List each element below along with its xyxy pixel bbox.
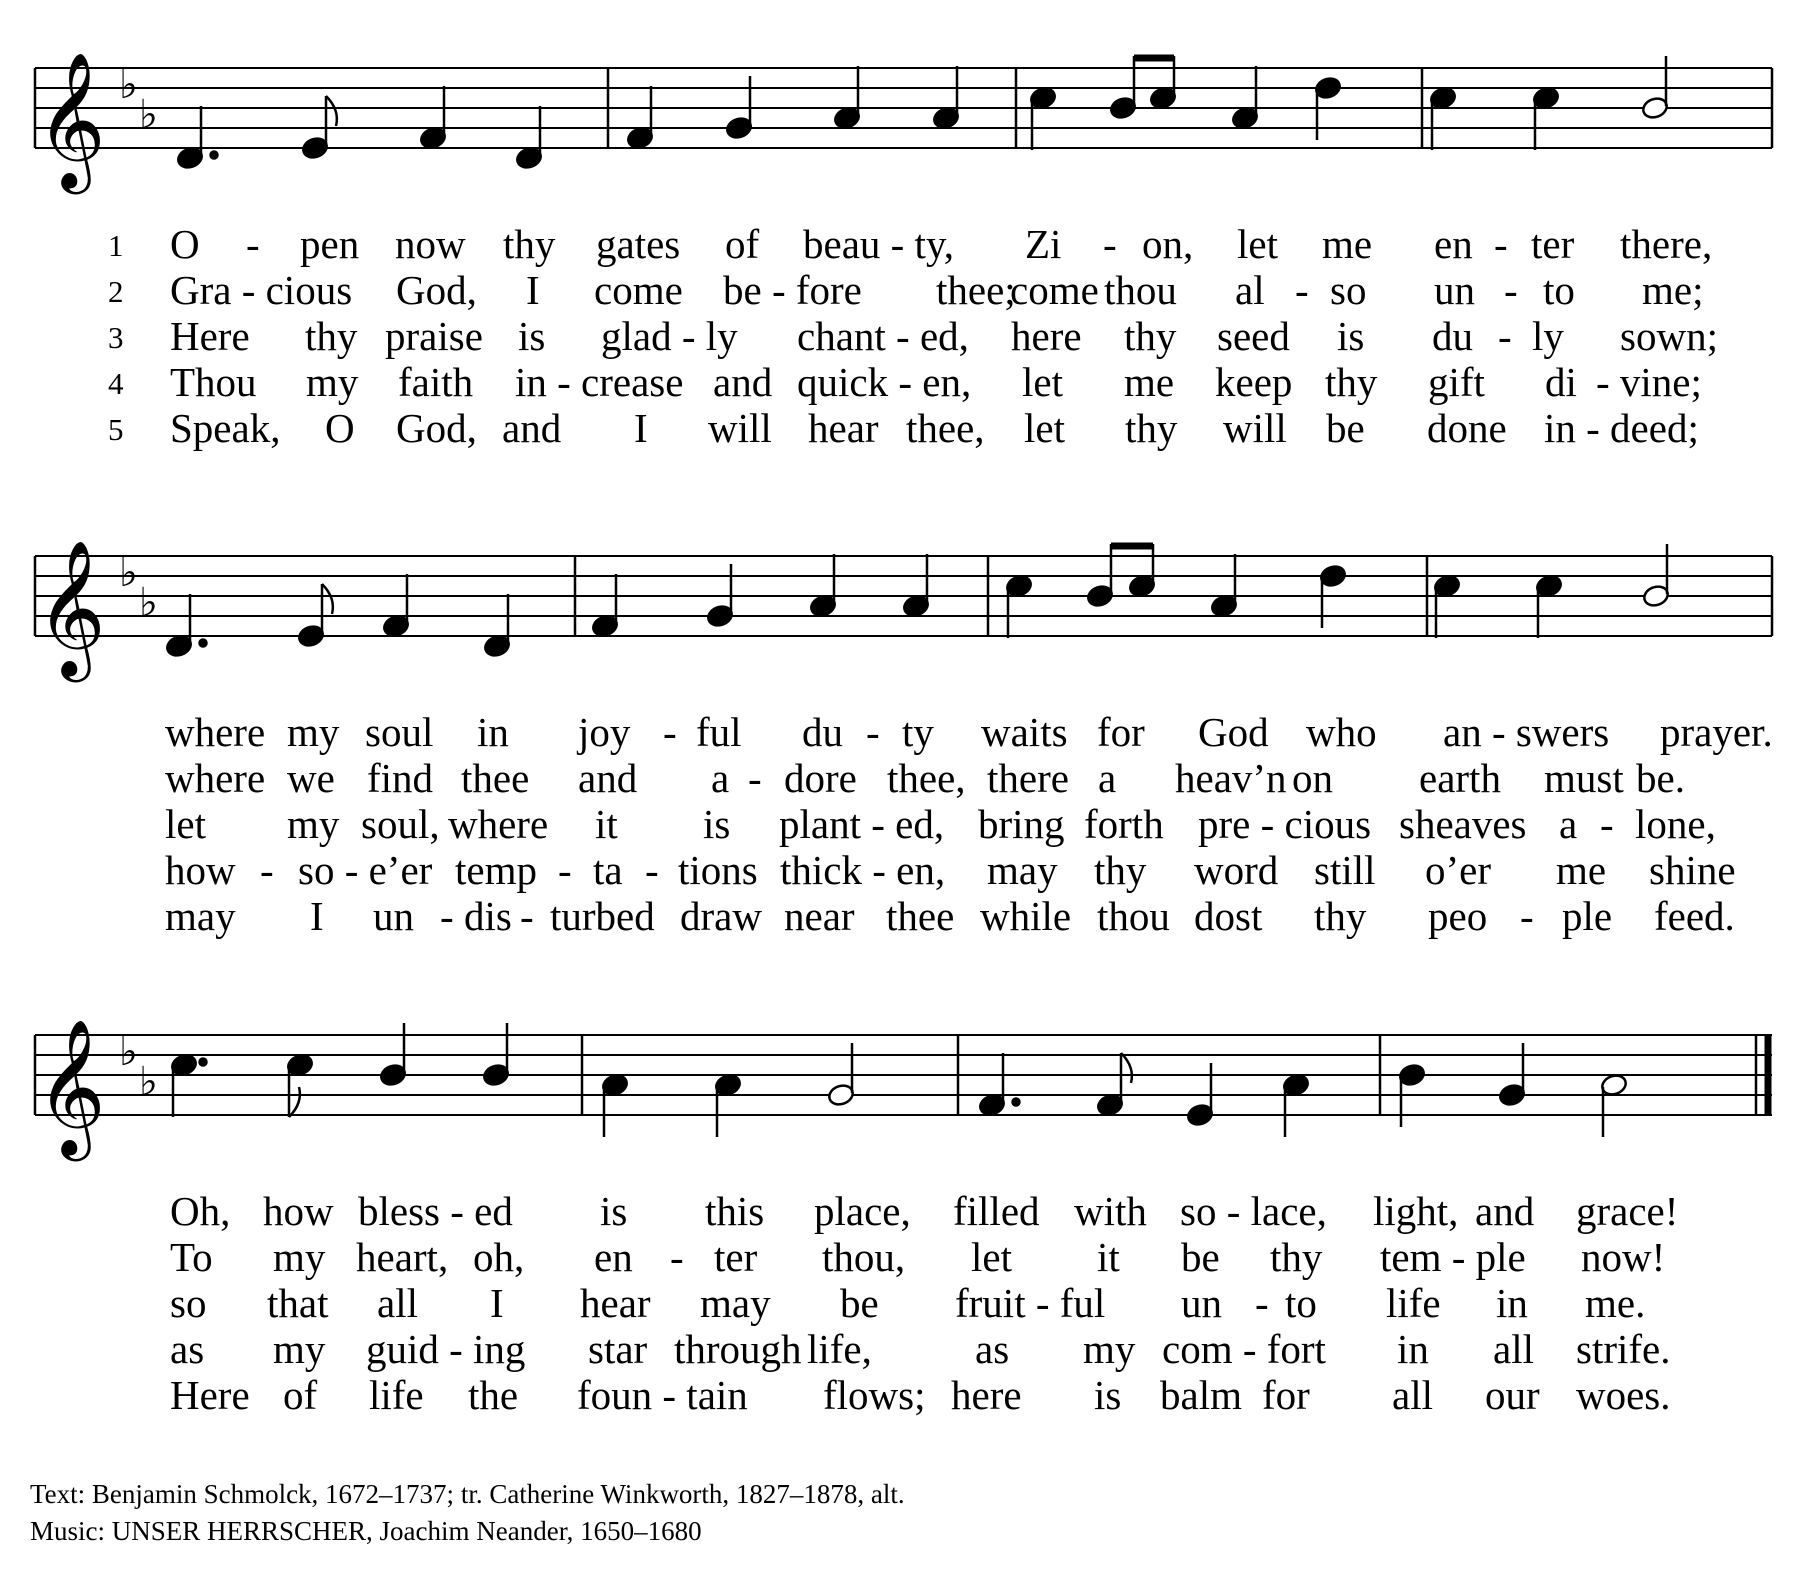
lyric-syllable: an - swers xyxy=(1443,709,1610,755)
lyric-syllable: ful xyxy=(696,709,742,755)
lyric-syllable: fruit - ful xyxy=(955,1280,1106,1326)
lyric-syllable: near xyxy=(784,893,855,939)
lyric-syllable: thy xyxy=(1270,1234,1323,1280)
lyric-syllable: ter xyxy=(714,1234,758,1280)
lyric-syllable: find xyxy=(367,755,434,801)
lyric-syllable: - xyxy=(1103,221,1117,267)
lyric-syllable: my xyxy=(306,359,359,405)
lyric-syllable: may xyxy=(987,847,1058,893)
lyric-syllable: to xyxy=(1285,1280,1317,1326)
verse-2-line xyxy=(0,268,1801,312)
lyric-syllable: balm xyxy=(1160,1372,1242,1418)
svg-text:𝄞: 𝄞 xyxy=(36,1017,106,1155)
lyric-syllable: shine xyxy=(1649,847,1736,893)
lyric-syllable: and xyxy=(578,755,638,801)
lyric-syllable: Thou xyxy=(170,359,257,405)
lyric-syllable: of xyxy=(725,221,760,267)
lyric-syllable: filled xyxy=(953,1188,1040,1234)
lyric-syllable: dost xyxy=(1194,893,1263,939)
lyric-syllable: pen xyxy=(300,221,360,267)
lyric-syllable: joy xyxy=(578,709,631,755)
lyric-syllable: soul xyxy=(365,709,434,755)
lyric-syllable: will xyxy=(708,405,772,451)
lyric-syllable: God, xyxy=(396,405,477,451)
lyric-syllable: quick - en, xyxy=(797,359,972,405)
staff-2 xyxy=(0,488,1801,688)
lyric-syllable: thy xyxy=(1325,359,1378,405)
lyric-syllable: is xyxy=(703,801,731,847)
lyric-syllable: thy xyxy=(1314,893,1367,939)
lyric-syllable: so - lace, xyxy=(1180,1188,1327,1234)
lyric-syllable: who xyxy=(1306,709,1377,755)
lyric-syllable: dore xyxy=(784,755,857,801)
lyric-syllable: tions xyxy=(678,847,758,893)
svg-text:𝄞: 𝄞 xyxy=(36,50,106,188)
lyric-syllable: be xyxy=(1181,1234,1220,1280)
lyric-syllable: let xyxy=(1022,359,1063,405)
lyric-syllable: waits xyxy=(981,709,1068,755)
lyric-syllable: we xyxy=(287,755,335,801)
lyric-syllable: be. xyxy=(1636,755,1685,801)
lyric-syllable: forth xyxy=(1084,801,1164,847)
lyric-syllable: of xyxy=(283,1372,318,1418)
lyric-syllable: I xyxy=(526,267,540,313)
lyric-syllable: let xyxy=(1237,221,1278,267)
lyric-syllable: flows; xyxy=(823,1372,926,1418)
lyric-syllable: guid - ing xyxy=(366,1326,526,1372)
lyric-syllable: - xyxy=(866,709,880,755)
lyric-syllable: strife. xyxy=(1576,1326,1671,1372)
lyric-syllable: our xyxy=(1485,1372,1540,1418)
lyric-syllable: hear xyxy=(808,405,879,451)
verse-1-line xyxy=(0,222,1801,266)
lyric-syllable: star xyxy=(588,1326,648,1372)
lyric-syllable: place, xyxy=(814,1188,911,1234)
lyric-syllable: may xyxy=(165,893,236,939)
lyric-syllable: me xyxy=(1556,847,1607,893)
lyric-syllable: thy xyxy=(1094,847,1147,893)
lyric-syllable: thee xyxy=(461,755,530,801)
lyric-syllable: and xyxy=(713,359,773,405)
lyric-syllable: I xyxy=(634,405,648,451)
lyric-syllable: prayer. xyxy=(1660,709,1773,755)
lyric-syllable: be - fore xyxy=(723,267,862,313)
lyric-syllable: - xyxy=(1520,893,1534,939)
lyric-syllable: through xyxy=(674,1326,802,1372)
lyric-syllable: - xyxy=(1600,801,1614,847)
lyric-syllable: let xyxy=(165,801,206,847)
lyric-syllable: thy xyxy=(305,313,358,359)
lyric-syllable: plant - ed, xyxy=(779,801,945,847)
lyric-syllable: I xyxy=(310,893,324,939)
lyric-syllable: a xyxy=(1559,801,1578,847)
lyric-syllable: thee xyxy=(886,893,955,939)
lyric-syllable: in xyxy=(1397,1326,1429,1372)
lyric-syllable: thee, xyxy=(906,405,985,451)
lyric-syllable: still xyxy=(1314,847,1376,893)
lyric-syllable: tem - ple xyxy=(1380,1234,1526,1280)
lyric-syllable: to xyxy=(1543,267,1575,313)
lyric-syllable: so xyxy=(1330,267,1367,313)
lyric-syllable: let xyxy=(1024,405,1065,451)
lyric-syllable: chant - ed, xyxy=(797,313,969,359)
lyric-syllable: word xyxy=(1194,847,1279,893)
lyric-syllable: light, xyxy=(1373,1188,1459,1234)
verse-4-line xyxy=(0,360,1801,404)
lyric-syllable: hear xyxy=(580,1280,651,1326)
lyric-syllable: Zi xyxy=(1025,221,1062,267)
lyric-syllable: com - fort xyxy=(1162,1326,1326,1372)
lyric-syllable: God, xyxy=(396,267,477,313)
verse-number: 3 xyxy=(108,320,124,355)
lyric-syllable: foun - tain xyxy=(577,1372,748,1418)
lyric-syllable: Here xyxy=(170,313,250,359)
lyric-syllable: my xyxy=(287,801,340,847)
lyric-syllable: where xyxy=(165,755,266,801)
lyric-syllable: ty xyxy=(902,709,934,755)
svg-text:♭: ♭ xyxy=(139,92,158,138)
lyric-syllable: how xyxy=(263,1188,334,1234)
lyric-syllable: Here xyxy=(170,1372,250,1418)
lyric-syllable: in - deed; xyxy=(1544,405,1699,451)
lyric-syllable: will xyxy=(1223,405,1287,451)
lyric-syllable: - xyxy=(645,847,659,893)
verse-3-line xyxy=(0,802,1801,846)
lyric-syllable: me. xyxy=(1585,1280,1646,1326)
lyric-syllable: in - crease xyxy=(515,359,684,405)
lyric-syllable: ple xyxy=(1562,893,1613,939)
treble-clef-icon xyxy=(36,50,106,194)
lyric-syllable: that xyxy=(267,1280,329,1326)
lyric-syllable: and xyxy=(1475,1188,1535,1234)
lyric-syllable: a xyxy=(1098,755,1117,801)
lyric-syllable: turbed xyxy=(550,893,655,939)
lyric-syllable: thick - en, xyxy=(780,847,946,893)
lyric-syllable: - xyxy=(1295,267,1309,313)
svg-text:♭: ♭ xyxy=(119,1029,138,1075)
lyric-syllable: is xyxy=(600,1188,628,1234)
verse-4-line xyxy=(0,1327,1801,1371)
lyric-syllable: - xyxy=(1494,221,1508,267)
svg-text:♭: ♭ xyxy=(139,1059,158,1105)
lyric-syllable: my xyxy=(1083,1326,1136,1372)
key-signature-flats-icon xyxy=(119,1029,158,1105)
lyric-syllable: heav’n xyxy=(1175,755,1287,801)
lyric-syllable: with xyxy=(1074,1188,1147,1234)
lyric-syllable: O xyxy=(325,405,355,451)
lyric-syllable: here xyxy=(1011,313,1082,359)
lyric-syllable: done xyxy=(1427,405,1507,451)
lyric-syllable: there xyxy=(987,755,1069,801)
lyric-syllable: here xyxy=(951,1372,1022,1418)
lyric-syllable: en xyxy=(1434,221,1473,267)
lyric-syllable: sheaves xyxy=(1399,801,1527,847)
treble-clef-icon xyxy=(36,1017,106,1161)
lyric-syllable: un xyxy=(1434,267,1475,313)
lyric-syllable: God xyxy=(1198,709,1269,755)
lyric-syllable: - xyxy=(558,847,572,893)
lyric-syllable: un xyxy=(373,893,414,939)
lyric-syllable: now! xyxy=(1581,1234,1666,1280)
lyric-syllable: where xyxy=(448,801,549,847)
lyric-syllable: as xyxy=(170,1326,205,1372)
verse-2-line xyxy=(0,1235,1801,1279)
lyric-syllable: faith xyxy=(398,359,474,405)
lyric-syllable: glad - ly xyxy=(601,313,738,359)
lyric-syllable: must xyxy=(1544,755,1624,801)
lyric-syllable: To xyxy=(170,1234,213,1280)
lyric-syllable: un xyxy=(1181,1280,1222,1326)
lyric-syllable: woes. xyxy=(1576,1372,1671,1418)
lyric-syllable: my xyxy=(273,1326,326,1372)
lyric-syllable: for xyxy=(1097,709,1145,755)
lyric-syllable: - xyxy=(246,221,260,267)
lyric-syllable: oh, xyxy=(473,1234,525,1280)
lyric-syllable: while xyxy=(980,893,1072,939)
lyric-syllable: di xyxy=(1545,359,1577,405)
verse-number: 5 xyxy=(108,412,124,447)
lyric-syllable: the xyxy=(468,1372,519,1418)
music-credit: Music: UNSER HERRSCHER, Joachim Neander, 1650–1680 xyxy=(30,1516,702,1546)
lyric-syllable: all xyxy=(377,1280,418,1326)
lyric-syllable: it xyxy=(595,801,618,847)
lyric-syllable: me xyxy=(1124,359,1175,405)
verse-number: 4 xyxy=(108,366,124,401)
lyric-syllable: draw xyxy=(680,893,762,939)
lyric-syllable: - vine; xyxy=(1596,359,1702,405)
lyric-syllable: bring xyxy=(978,801,1065,847)
lyric-syllable: Speak, xyxy=(170,405,281,451)
lyric-syllable: life xyxy=(1386,1280,1441,1326)
lyric-syllable: all xyxy=(1493,1326,1534,1372)
lyric-syllable: grace! xyxy=(1576,1188,1679,1234)
lyric-syllable: as xyxy=(975,1326,1010,1372)
lyric-syllable: where xyxy=(165,709,266,755)
lyric-syllable: for xyxy=(1262,1372,1310,1418)
lyric-syllable: temp xyxy=(455,847,537,893)
svg-text:♭: ♭ xyxy=(119,62,138,108)
verse-5-line xyxy=(0,1373,1801,1417)
lyric-syllable: it xyxy=(1097,1234,1120,1280)
lyric-syllable: earth xyxy=(1419,755,1501,801)
lyric-syllable: bless - ed xyxy=(358,1188,513,1234)
lyric-syllable: and xyxy=(502,405,562,451)
verse-1-line xyxy=(0,710,1801,754)
svg-text:♭: ♭ xyxy=(139,580,158,626)
lyric-syllable: is xyxy=(1337,313,1365,359)
lyric-syllable: gates xyxy=(596,221,681,267)
lyric-syllable: en xyxy=(594,1234,633,1280)
lyric-syllable: now xyxy=(395,221,466,267)
lyric-syllable: sown; xyxy=(1620,313,1718,359)
lyric-syllable: in xyxy=(477,709,509,755)
lyric-syllable: - xyxy=(1504,267,1518,313)
lyric-syllable: al xyxy=(1235,267,1265,313)
verse-1-line xyxy=(0,1189,1801,1233)
lyric-syllable: - xyxy=(670,1234,684,1280)
lyric-syllable: come xyxy=(1010,267,1099,313)
lyric-syllable: all xyxy=(1392,1372,1433,1418)
lyric-syllable: this xyxy=(705,1188,765,1234)
lyric-syllable: - xyxy=(440,893,454,939)
lyric-syllable: a xyxy=(711,755,730,801)
lyric-syllable: du xyxy=(1432,313,1473,359)
lyric-syllable: be xyxy=(1326,405,1365,451)
lyric-syllable: on, xyxy=(1142,221,1194,267)
lyric-syllable: ly xyxy=(1532,313,1564,359)
key-signature-flats-icon xyxy=(119,62,158,138)
lyric-syllable: so xyxy=(170,1280,207,1326)
lyric-syllable: so - e’er xyxy=(298,847,433,893)
lyric-syllable: me xyxy=(1322,221,1373,267)
lyric-syllable: may xyxy=(700,1280,771,1326)
verse-3-line xyxy=(0,314,1801,358)
lyric-syllable: o’er xyxy=(1425,847,1492,893)
lyric-syllable: soul, xyxy=(361,801,440,847)
lyric-syllable: thou, xyxy=(822,1234,906,1280)
lyric-syllable: peo xyxy=(1428,893,1488,939)
lyric-syllable: thy xyxy=(1124,313,1177,359)
lyric-syllable: life xyxy=(369,1372,424,1418)
lyric-syllable: is xyxy=(518,313,546,359)
lyric-syllable: beau - ty, xyxy=(803,221,955,267)
lyric-syllable: - xyxy=(663,709,677,755)
lyric-syllable: Oh, xyxy=(170,1188,231,1234)
lyric-syllable: let xyxy=(971,1234,1012,1280)
lyric-syllable: Gra - cious xyxy=(170,267,353,313)
hymn-credits xyxy=(30,1476,905,1550)
lyric-syllable: du xyxy=(802,709,843,755)
lyric-syllable: my xyxy=(273,1234,326,1280)
lyric-syllable: lone, xyxy=(1635,801,1716,847)
lyric-syllable: I xyxy=(490,1280,504,1326)
lyric-syllable: thee; xyxy=(936,267,1016,313)
lyric-syllable: ter xyxy=(1531,221,1575,267)
lyric-syllable: pre - cious xyxy=(1198,801,1372,847)
system-2 xyxy=(0,488,1801,939)
verse-2-line xyxy=(0,756,1801,800)
lyric-syllable: thou xyxy=(1104,267,1177,313)
lyric-syllable: me; xyxy=(1642,267,1704,313)
lyric-syllable: thy xyxy=(503,221,556,267)
lyric-syllable: life, xyxy=(807,1326,872,1372)
lyric-syllable: - xyxy=(1255,1280,1269,1326)
lyric-syllable: O xyxy=(170,221,200,267)
lyric-syllable: come xyxy=(594,267,683,313)
verse-number: 2 xyxy=(108,274,124,309)
svg-text:𝄞: 𝄞 xyxy=(36,538,106,676)
system-1 xyxy=(0,0,1801,451)
lyric-syllable: my xyxy=(287,709,340,755)
lyric-syllable: in xyxy=(1496,1280,1528,1326)
lyric-syllable: is xyxy=(1094,1372,1122,1418)
lyric-syllable: thee, xyxy=(887,755,966,801)
treble-clef-icon xyxy=(36,538,106,682)
lyric-syllable: praise xyxy=(385,313,483,359)
staff-1 xyxy=(0,0,1801,200)
lyric-syllable: ta xyxy=(593,847,623,893)
svg-text:♭: ♭ xyxy=(119,550,138,596)
lyric-syllable: - xyxy=(260,847,274,893)
verse-number: 1 xyxy=(108,228,124,263)
system-3 xyxy=(0,967,1801,1418)
lyric-syllable: how xyxy=(165,847,236,893)
lyric-syllable: - xyxy=(748,755,762,801)
lyric-syllable: - xyxy=(520,893,534,939)
lyric-syllable: - xyxy=(1498,313,1512,359)
lyric-syllable: gift xyxy=(1428,359,1485,405)
lyric-syllable: feed. xyxy=(1654,893,1735,939)
lyric-syllable: be xyxy=(840,1280,879,1326)
verse-5-line xyxy=(0,406,1801,450)
verse-4-line xyxy=(0,848,1801,892)
lyric-syllable: keep xyxy=(1215,359,1293,405)
staff-3 xyxy=(0,967,1801,1167)
lyric-syllable: dis xyxy=(464,893,512,939)
lyric-syllable: thou xyxy=(1097,893,1170,939)
verse-5-line xyxy=(0,894,1801,938)
text-credit: Text: Benjamin Schmolck, 1672–1737; tr. Catherine Winkworth, 1827–1878, alt. xyxy=(30,1479,905,1509)
lyric-syllable: heart, xyxy=(356,1234,449,1280)
lyric-syllable: thy xyxy=(1125,405,1178,451)
lyric-syllable: on xyxy=(1292,755,1333,801)
key-signature-flats-icon xyxy=(119,550,158,626)
lyric-syllable: there, xyxy=(1620,221,1713,267)
lyric-syllable: seed xyxy=(1217,313,1290,359)
verse-3-line xyxy=(0,1281,1801,1325)
